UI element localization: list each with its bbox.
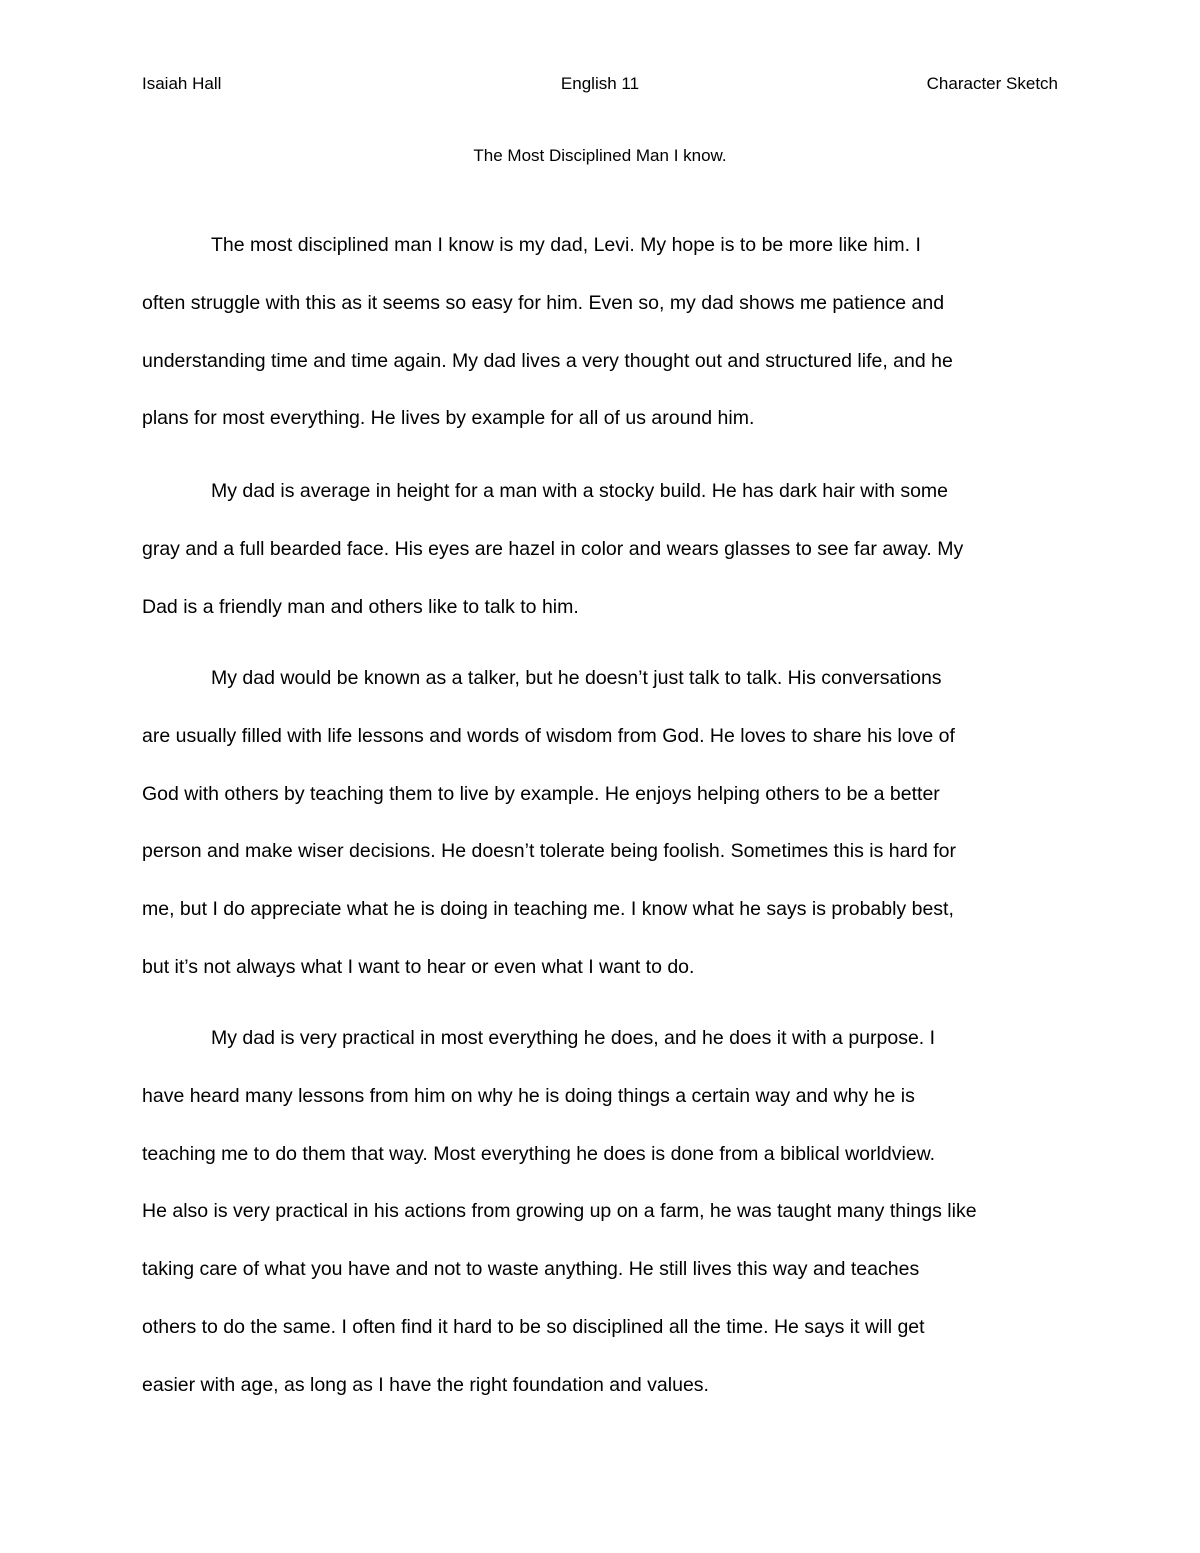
- paragraph-2: [142, 463, 1062, 636]
- paragraph-line: but it’s not always what I want to hear or even what I want to do.: [142, 955, 695, 978]
- paragraph-line: are usually filled with life lessons and words of wisdom from God. He loves to share his love of: [142, 724, 955, 747]
- paragraph-line: often struggle with this as it seems so easy for him. Even so, my dad shows me patience and: [142, 291, 945, 314]
- paragraph-line: He also is very practical in his actions from growing up on a farm, he was taught many things like: [142, 1200, 977, 1223]
- paragraph-line: gray and a full bearded face. His eyes are hazel in color and wears glasses to see far away. My: [142, 537, 964, 560]
- paragraph-1: [142, 217, 1062, 448]
- paragraph-line: God with others by teaching them to live by example. He enjoys helping others to be a better: [142, 782, 940, 805]
- paragraph-line: me, but I do appreciate what he is doing in teaching me. I know what he says is probably best,: [142, 898, 954, 921]
- paragraph-line: Dad is a friendly man and others like to talk to him.: [142, 595, 579, 618]
- paragraph-line: taking care of what you have and not to waste anything. He still lives this way and teaches: [142, 1258, 920, 1281]
- paragraph-line: My dad is very practical in most everything he does, and he does it with a purpose. I: [211, 1027, 936, 1049]
- paragraph-line: teaching me to do them that way. Most everything he does is done from a biblical worldview.: [142, 1142, 936, 1165]
- paragraph-line: person and make wiser decisions. He doesn’t tolerate being foolish. Sometimes this is hard for: [142, 840, 956, 863]
- paragraph-3: [142, 650, 1062, 997]
- page-header: [142, 74, 1058, 98]
- document-title: The Most Disciplined Man I know.: [473, 146, 727, 165]
- paragraph-4: [142, 1010, 1062, 1415]
- paragraph-line: plans for most everything. He lives by example for all of us around him.: [142, 407, 755, 430]
- header-author: Isaiah Hall: [142, 74, 222, 93]
- paragraph-line: others to do the same. I often find it hard to be so disciplined all the time. He says it will get: [142, 1315, 925, 1338]
- paragraph-line: understanding time and time again. My dad lives a very thought out and structured life, and he: [142, 349, 953, 372]
- paragraph-line: have heard many lessons from him on why he is doing things a certain way and why he is: [142, 1084, 915, 1107]
- paragraph-line: My dad would be known as a talker, but he doesn’t just talk to talk. His conversations: [211, 667, 942, 689]
- paragraph-line: easier with age, as long as I have the right foundation and values.: [142, 1373, 709, 1396]
- paragraph-line: My dad is average in height for a man with a stocky build. He has dark hair with some: [211, 480, 949, 502]
- header-assignment: Character Sketch: [926, 74, 1058, 93]
- header-course: English 11: [560, 74, 640, 93]
- paragraph-line: The most disciplined man I know is my dad, Levi. My hope is to be more like him. I: [211, 234, 921, 256]
